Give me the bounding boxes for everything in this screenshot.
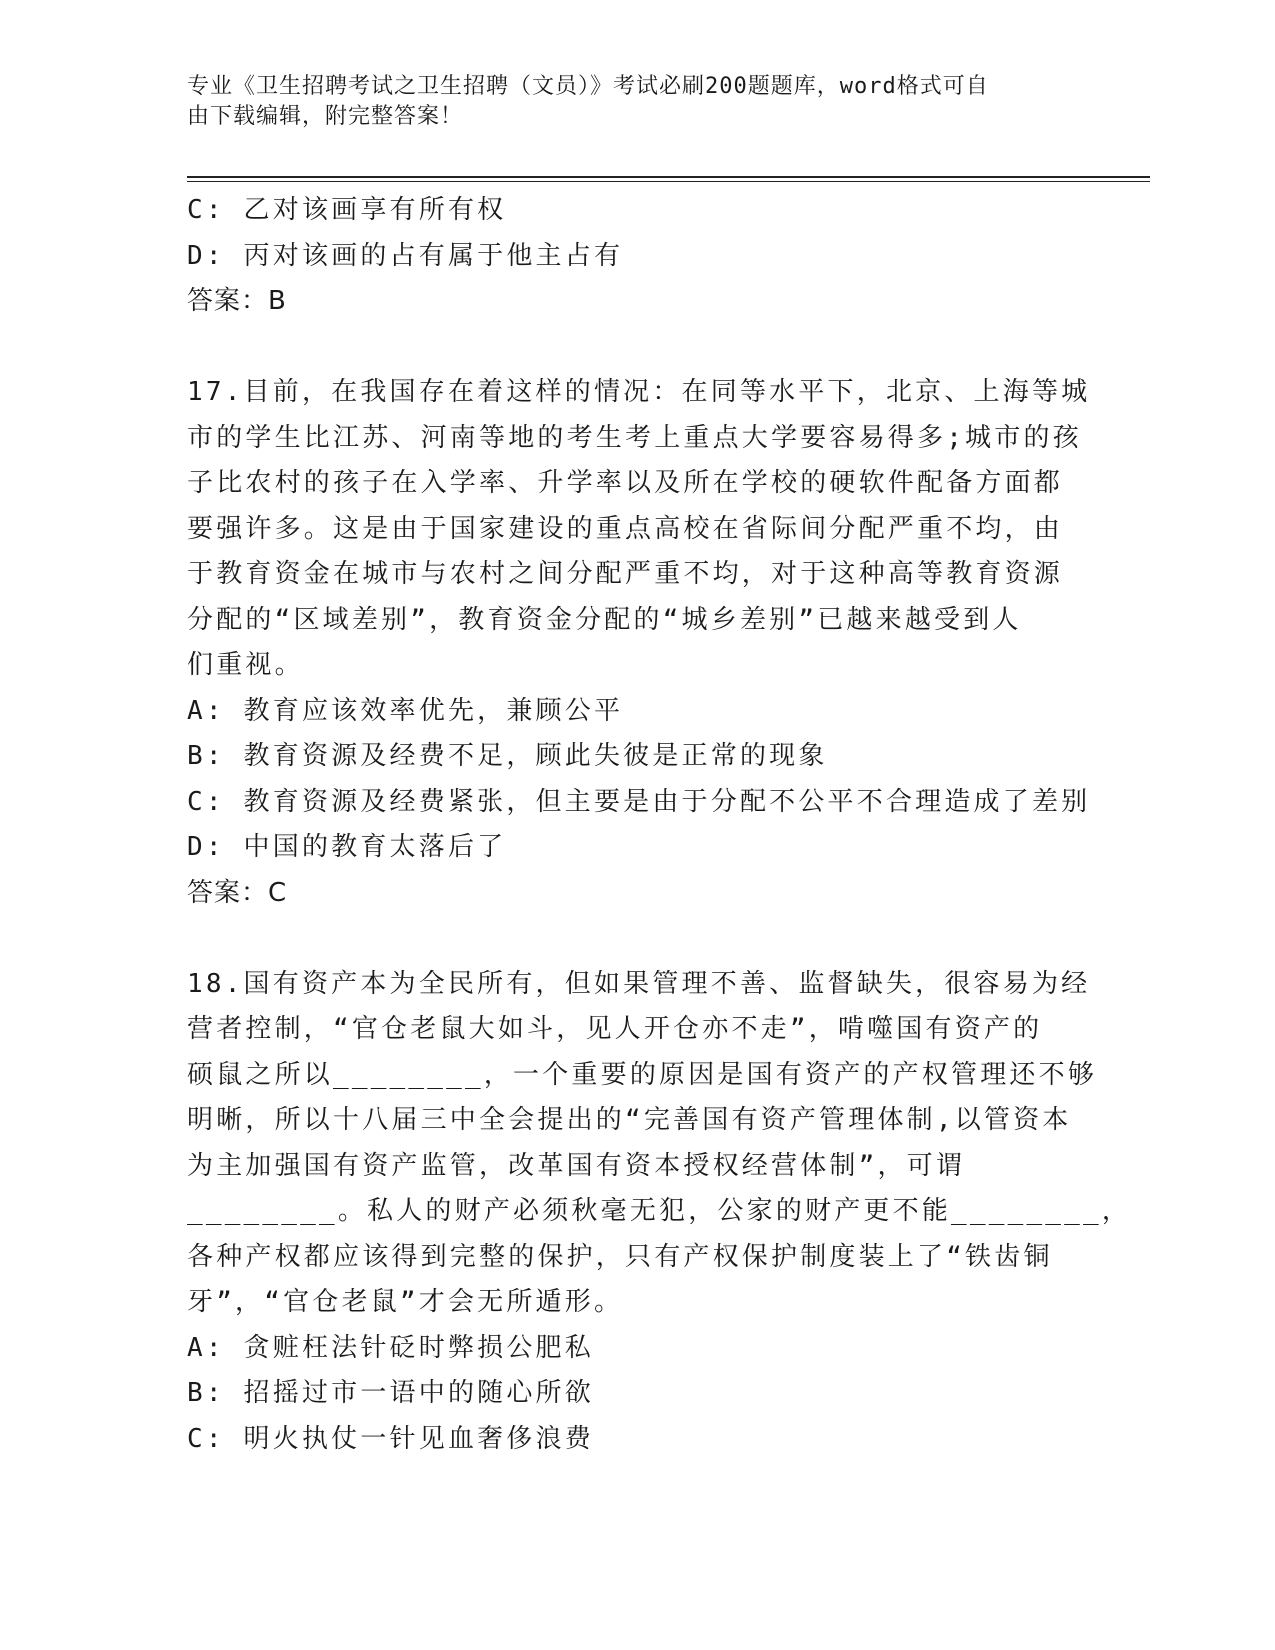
header-divider-thick: [187, 176, 1150, 178]
question-content: [187, 188, 1132, 1462]
header-divider-thin: [187, 181, 1150, 182]
question-stem-line: 市的学生比江苏、河南等地的考生考上重点大学要容易得多;城市的孩: [187, 422, 1082, 453]
question-stem-line: 明晰，所以十八届三中全会提出的“完善国有资产管理体制,以管资本: [187, 1105, 1072, 1135]
spacer: [187, 916, 1067, 962]
question-stem-line: 们重视。: [187, 650, 304, 680]
header-line-1: 专业《卫生招聘考试之卫生招聘（文员）》考试必刷200题题库，word格式可自: [187, 74, 989, 99]
option-b: B: 招摇过市一语中的随心所欲: [187, 1378, 594, 1408]
question-stem-line: 17.目前，在我国存在着这样的情况：在同等水平下，北京、上海等城: [187, 377, 1091, 407]
header-line-2: 由下载编辑，附完整答案！: [187, 104, 464, 129]
question-stem-line: ________。私人的财产必须秋毫无犯，公家的财产更不能________，: [187, 1196, 1132, 1226]
question-stem-line: 硕鼠之所以________，一个重要的原因是国有资产的产权管理还不够: [187, 1059, 1098, 1090]
option-a: A: 教育应该效率优先，兼顾公平: [187, 695, 624, 726]
answer-line: 答案：C: [187, 877, 288, 908]
option-c: C: 教育资源及经费紧张，但主要是由于分配不公平不合理造成了差别: [187, 786, 1091, 817]
option-d: D: 中国的教育太落后了: [187, 832, 507, 862]
question-18: [187, 962, 1132, 1463]
option-c: C: 乙对该画享有所有权: [187, 195, 507, 225]
question-stem-line: 于教育资金在城市与农村之间分配严重不均，对于这种高等教育资源: [187, 559, 1064, 589]
question-stem-line: 营者控制，“官仓老鼠大如斗，见人开仓亦不走”，啃噬国有资产的: [187, 1014, 1043, 1044]
option-c: C: 明火执仗一针见血奢侈浪费: [187, 1423, 594, 1454]
question-stem-line: 子比农村的孩子在入学率、升学率以及所在学校的硬软件配备方面都: [187, 468, 1064, 498]
question-stem-line: 分配的“区域差别”，教育资金分配的“城乡差别”已越来越受到人: [187, 604, 1022, 635]
question-stem-line: 为主加强国有资产监管，改革国有资本授权经营体制”，可谓: [187, 1150, 966, 1181]
question-17: [187, 370, 1091, 916]
option-b: B: 教育资源及经费不足，顾此失彼是正常的现象: [187, 741, 828, 771]
question-stem-line: 18.国有资产本为全民所有，但如果管理不善、监督缺失，很容易为经: [187, 968, 1091, 999]
previous-question-tail: [187, 188, 1067, 325]
question-stem-line: 要强许多。这是由于国家建设的重点高校在省际间分配严重不均，由: [187, 513, 1064, 544]
option-d: D: 丙对该画的占有属于他主占有: [187, 240, 624, 271]
question-stem-line: 各种产权都应该得到完整的保护，只有产权保护制度装上了“铁齿铜: [187, 1241, 1053, 1272]
spacer: [187, 325, 1067, 371]
page-header: [187, 72, 1067, 132]
option-a: A: 贪赃枉法针砭时弊损公肥私: [187, 1332, 594, 1363]
answer-line: 答案：B: [187, 286, 287, 316]
question-stem-line: 牙”，“官仓老鼠”才会无所遁形。: [187, 1287, 624, 1317]
